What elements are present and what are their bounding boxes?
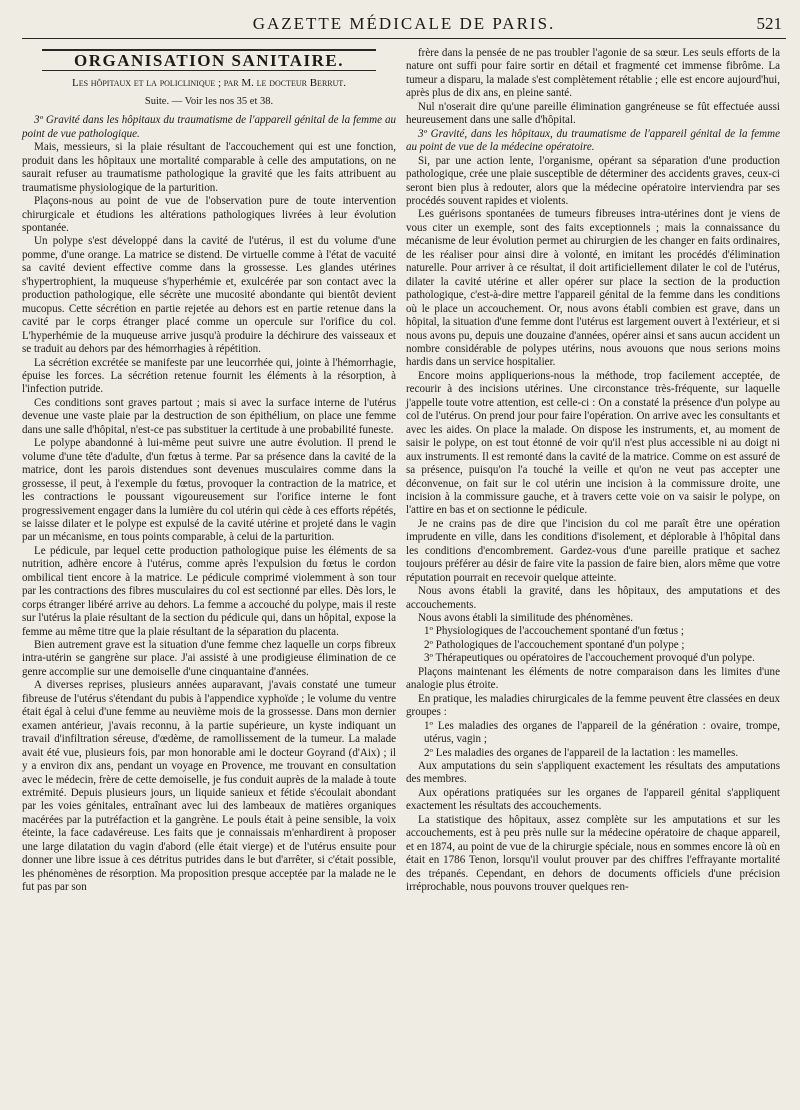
continuation-note: Suite. — Voir les nos 35 et 38. — [144, 95, 274, 107]
paragraph: 3º Thérapeutiques ou opératoires de l'accouchement provoqué d'un polype. — [424, 652, 755, 665]
paragraph: A diverses reprises, plusieurs années auparavant, j'avais constaté une tumeur fibreuse de l'utérus s'étendant du pubis à l'appendice xyphoïde ; le volume du ventre était égal à celui d'une femme au neuvième mois de la grossesse. Dans mon dernier examen antérieur, j'avais reconnu, à la partie supérieure, un kyste indiquant un travail d'infiltration séreuse, d'œdème, de ramollissement de la tumeur. La malade avait été vue, plusieurs fois, par mon honorable ami le docteur Goyrand (d'Aix) ; il y a environ dix ans, pendant un voyage en Provence, me trouvant en consultation avec le médecin, frère de cette demoiselle, je fus conduit auprès de la malade à toute extrémité. Depuis plusieurs jours, un liquide sanieux et fétide s'écoulait abondant par les voies génitales, entraînant avec lui des lambeaux de matières organiques macérées par la putréfaction et la gangrène. Le pouls était à peine sensible, la voix éteinte, la face cadavéreuse. Les faits que je connaissais m'enhardirent à proposer une large dilatation du vagin d'abord (elle était vierge) et de l'utérus ensuite pour donner une libre issue à ces détritus putrides dans le but d'arrêter, si c'était possible, les phénomènes de résorption. Ma proposition presque acceptée par la malade ne le fut pas par son — [22, 679, 396, 894]
right-column — [406, 47, 780, 895]
paragraph: 2º Pathologiques de l'accouchement spontané d'un polype ; — [424, 638, 685, 651]
paragraph: Un polype s'est développé dans la cavité de l'utérus, il est du volume d'une pomme, d'une orange. La matrice se distend. De virtuelle comme à l'état de vacuité sa cavité devient effective comme dans la grossesse. Les glandes utérines s'hypertrophient, la muqueuse s'hyperhémie et, exulcérée par son contact avec la production pathologique, elle sécrète une mucosité abondante qui bientôt devient mucopus. Cette sécrétion en partie rejetée au dehors est en partie retenue dans la cavité par le corps étranger placé comme un opercule sur l'orifice du col. L'hyperhémie de la muqueuse arrive jusqu'à produire la déchirure des vaisseaux et se traduit au dehors par des hémorrhagies à répétition. — [22, 235, 396, 356]
byline: Les hôpitaux et la policlinique ; par M. le docteur Berrut. — [71, 77, 347, 90]
paragraph: Encore moins appliquerions-nous la méthode, trop facilement acceptée, de recourir à des incisions utérines. Une circonstance très-fréquente, sur laquelle j'appelle toute votre attention, est celle-ci : On a constaté la présence d'un polype au col de l'utérus. On prend jour pour faire l'opération. On arrive avec les consultants et avec les aides. On place la malade. On dispose les instruments, et, au moment de saisir le polype, on est tout étonné de voir qu'il n'est plus accessible ni au doigt ni aux instruments. Il est remonté dans la cavité de la matrice. Comme on est assuré de sa présence, puisqu'on l'a touché la veille et qu'on ne veut pas accepter une déconvenue, on fait sur le col utérin une incision à la commissure droite, une incision à la commissure gauche, et à travers cette voie on va saisir le polype, on l'attire en bas et on sectionne le pédicule. — [406, 369, 780, 517]
page-number: 521 — [756, 14, 782, 33]
paragraph: frère dans la pensée de ne pas troubler l'agonie de sa sœur. Les seuls efforts de la nature ont suffi pour faire sortir en détail et fragmenté cet immense fibrôme. La tumeur a disparu, la malade s'est complètement rétablie ; elle est encore aujourd'hui, après plus de dix ans, en pleine santé. — [406, 47, 780, 100]
paragraph: Plaçons-nous au point de vue de l'observation pure de toute intervention chirurgicale et étudions les altérations pathologiques livrées à leur évolution spontanée. — [22, 195, 396, 234]
paragraph: Le pédicule, par lequel cette production pathologique puise les éléments de sa nutrition, adhère encore à l'utérus, comme après l'expulsion du fœtus le cordon ombilical tient encore à la matrice. Le pédicule comprimé violemment à son tour par les contractions des fibres musculaires du col est sectionné par elles. Dès lors, le corps étranger libéré arrive au dehors. La femme a accouché du polype, mais il reste sur l'utérus la plaie résultant de la section du pédicule qui, dans un hôpital, expose la femme au même titre que la plaie résultant de la séparation du placenta. — [22, 544, 396, 638]
paragraph: 1º Physiologiques de l'accouchement spontané d'un fœtus ; — [424, 625, 684, 638]
paragraph: Si, par une action lente, l'organisme, opérant sa séparation d'une production pathologique, crée une plaie susceptible de déterminer des accidents graves, ceux-ci seront bien plus à redouter, alors que la médecine opératoire interviendra par ses procédés souvent rapides et violents. — [406, 154, 780, 207]
paragraph: Aux amputations du sein s'appliquent exactement les résultats des amputations des membres. — [406, 760, 780, 786]
paragraph: Nous avons établi la similitude des phénomènes. — [418, 612, 634, 625]
page-header — [22, 12, 786, 39]
paragraph: Aux opérations pratiquées sur les organes de l'appareil génital s'appliquent exactement les résultats des accouchements. — [406, 786, 780, 813]
paragraph: La sécrétion excrétée se manifeste par une leucorrhée qui, jointe à l'hémorrhagie, épuise les forces. La sécrétion retenue fournit les éléments à la résorption, à l'infection putride. — [22, 356, 396, 396]
left-column — [22, 47, 396, 895]
paragraph: La statistique des hôpitaux, assez complète sur les amputations et sur les accouchements, est à peu près nulle sur la médecine opératoire de chaque appareil, et en 1874, au point de vue de la chirurgie spéciale, nous en sommes encore là où en était en 1786 Tenon, lorsqu'il voulut prouver par des chiffres l'effrayante mortalité des trépanés. Cependant, en dehors de documents officiels d'une précision irréprochable, nous pouvons trouver quelques ren- — [406, 813, 780, 894]
subheading: 3º Gravité dans les hôpitaux du traumatisme de l'appareil génital de la femme au point de vue pathologique. — [22, 114, 396, 140]
paragraph: Je ne crains pas de dire que l'incision du col me paraît être une opération imprudente en ville, dans les conditions d'isolement, et déplorable à l'hôpital dans les conditions d'encombrement. Gardez-vous d'une pareille pratique et sachez toujours préférer au désir de faire vite la passion de faire bien, alors même que votre réputation pourrait en recevoir quelque atteinte. — [406, 517, 780, 584]
paragraph: Nous avons établi la gravité, dans les hôpitaux, des amputations et des accouchements. — [406, 585, 780, 611]
section-title: ORGANISATION SANITAIRE. — [42, 49, 376, 71]
paragraph: 1º Les maladies des organes de l'appareil de la génération : ovaire, trompe, utérus, vagin ; — [424, 719, 780, 746]
paragraph: Plaçons maintenant les éléments de notre comparaison dans les limites d'une analogie plus étroite. — [406, 665, 780, 692]
paragraph: Nul n'oserait dire qu'une pareille élimination gangréneuse se fût effectuée aussi heureusement dans une salle d'hôpital. — [406, 100, 780, 127]
journal-title: GAZETTE MÉDICALE DE PARIS. — [252, 14, 556, 33]
paragraph: 2º Les maladies des organes de l'appareil de la lactation : les mamelles. — [424, 746, 739, 759]
paragraph: Ces conditions sont graves partout ; mais si avec la surface interne de l'utérus devenue une vaste plaie par la destruction de son épithélium, on place une femme dans une salle d'hôpital, n'est-ce pas substituer la certitude à une probabilité funeste. — [22, 396, 396, 436]
subheading: 3º Gravité, dans les hôpitaux, du traumatisme de l'appareil génital de la femme au point de vue de la médecine opératoire. — [406, 127, 780, 154]
paragraph: Les guérisons spontanées de tumeurs fibreuses intra-utérines dont je viens de vous citer un exemple, sont des faits exceptionnels ; mais la connaissance du mécanisme de leur évolution permet au chirurgien de les changer en faits ordinaires, de les réaliser pour ainsi dire à volonté, en imitant les procédés d'élimination naturelle. Pour arriver à ce résultat, il doit artificiellement dilater le col de l'utérus, dilater la cavité utérine et aller opérer sur place la section de la production pathologique, c'est-à-dire mettre l'appareil génital de la femme dans les conditions où le place un accouchement. Or, nous avons établi combien est grave, dans un hôpital, la situation d'une femme dont l'utérus est largement ouvert à l'extérieur, et si nous avons pu, depuis une douzaine d'années, opérer ainsi et sans aucun accident un nombre considérable de polypes utérins, nous avouons que nous serions moins hardis dans un service hospitalier. — [406, 208, 780, 369]
paragraph: En pratique, les maladies chirurgicales de la femme peuvent être classées en deux groupes : — [406, 692, 780, 719]
paragraph: Bien autrement grave est la situation d'une femme chez laquelle un corps fibreux intra-utérin se gangrène sur place. J'ai assisté à une prodigieuse élimination de ce genre accomplie sur une demoiselle d'une cinquantaine d'années. — [22, 639, 396, 678]
paragraph: Mais, messieurs, si la plaie résultant de l'accouchement qui est une fonction, produit dans les hôpitaux une mortalité comparable à celle des amputations, on ne saurait refuser au traumatisme pathologique la gravité que les faits attribuent au traumatisme physiologique de la parturition. — [22, 141, 396, 194]
paragraph: Le polype abandonné à lui-même peut suivre une autre évolution. Il prend le volume d'une tête d'adulte, d'un fœtus à terme. Par sa présence dans la cavité de la matrice, dont les parois distendues sont devenues musculaires comme dans la grossesse, il peut, à l'exemple du fœtus, provoquer la contraction de la matrice, et les contractions le poussant vigoureusement sur l'orifice interne le font progressivement engager dans la lumière du col utérin qui cède à ces efforts répétés, se laisse dilater et le polype est expulsé de la cavité utérine et projeté dans le vagin par un mécanisme, en tous points comparable, à celui de la parturition. — [22, 437, 396, 544]
